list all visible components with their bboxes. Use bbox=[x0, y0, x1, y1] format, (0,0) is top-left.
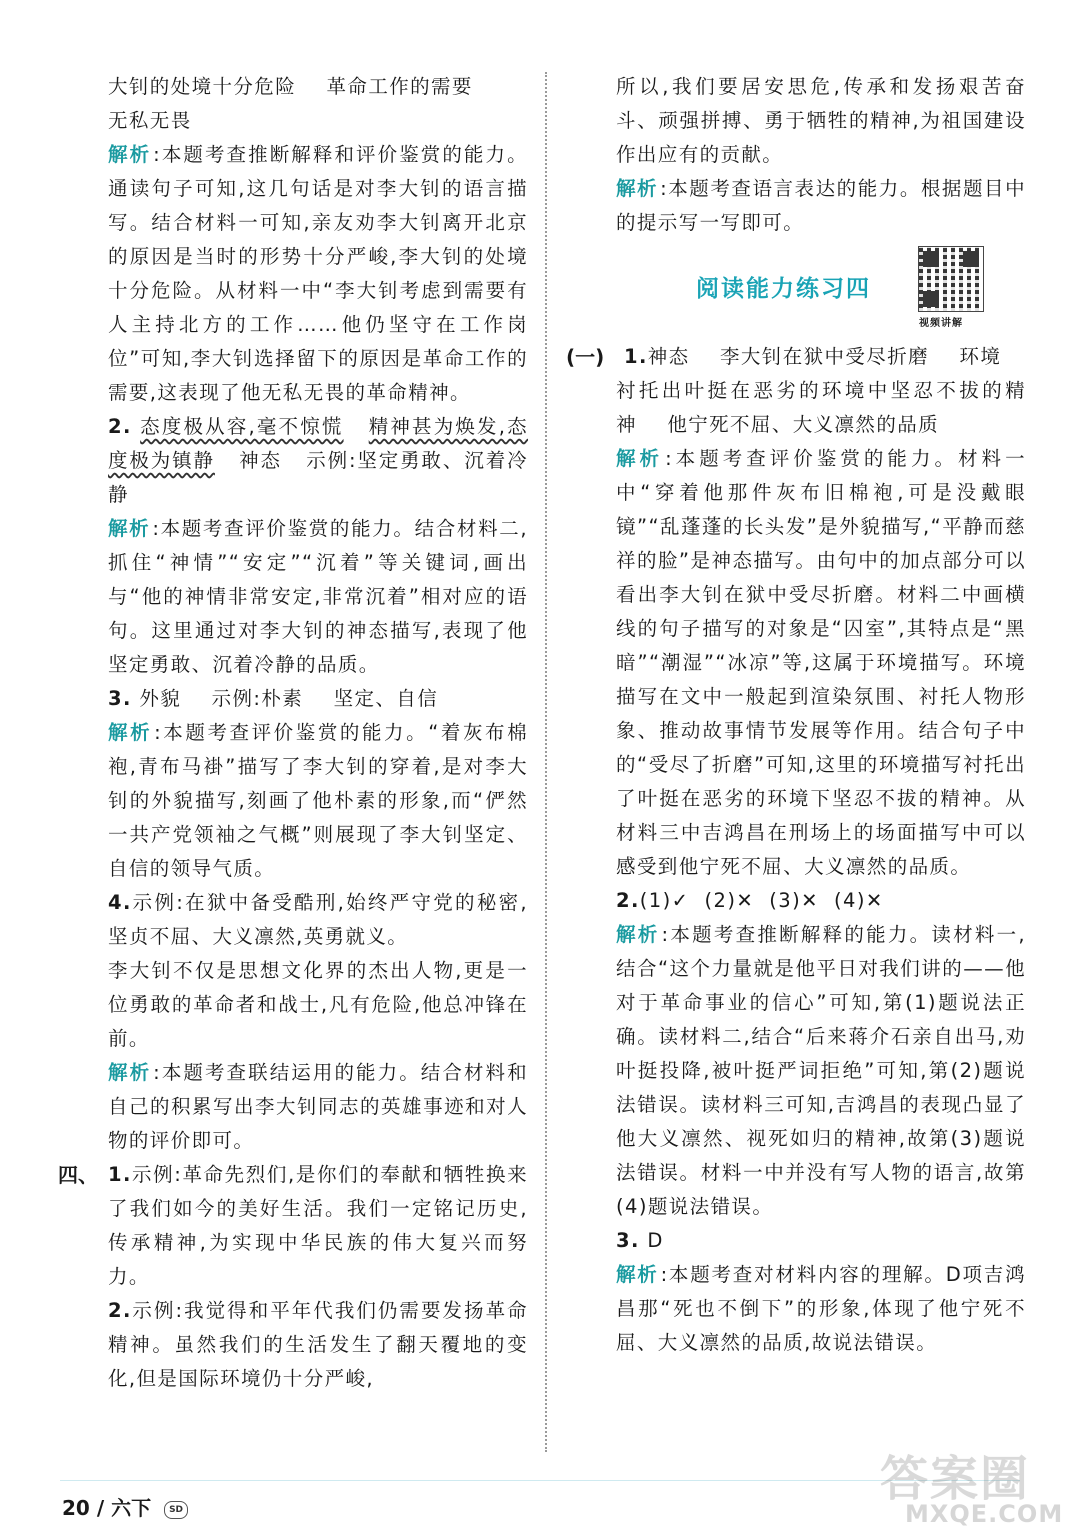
wavy-underlined-phrase: 态度极从容,毫不惊慌 bbox=[140, 415, 344, 438]
grade-label: 六下 bbox=[111, 1496, 152, 1520]
analysis-label: 解析 bbox=[108, 143, 152, 166]
section-header bbox=[566, 240, 1026, 340]
answer-line-2: 无私无畏 bbox=[108, 109, 192, 132]
watermark-logo: 答案圈 bbox=[880, 1451, 1031, 1507]
part-1-q1-cont: 衬托出叶挺在恶劣的环境中坚忍不拔的精神 他宁死不屈、大义凛然的品质 bbox=[616, 379, 1026, 436]
continued-answer: 所以,我们要居安思危,传承和发扬艰苦奋斗、顽强拼搏、勇于牺牲的精神,为祖国建设作出应有的贡献。 bbox=[616, 75, 1026, 166]
analysis-4: 解析 :本题考查联结运用的能力。结合材料和自己的积累写出李大钊同志的英雄事迹和对人物的评价即可。 bbox=[108, 1061, 528, 1152]
analysis-label: 解析 bbox=[108, 1061, 152, 1084]
analysis-2: 解析 :本题考查评价鉴赏的能力。结合材料二,抓住“神情”“安定”“沉着”等关键词,画出与“他的神情非常安定,非常沉着”相对应的语句。这里通过对李大钊的神态描写,表现了他坚定勇敢、沉着冷静的品质。 bbox=[108, 517, 528, 676]
right-column bbox=[566, 70, 1026, 1360]
analysis-label: 解析 bbox=[616, 177, 659, 200]
analysis-1: 解析 :本题考查推断解释和评价鉴赏的能力。通读句子可知,这几句话是对李大钊的语言描写。结合材料一可知,亲友劝李大钊离开北京的原因是当时的形势十分严峻,李大钊的处境十分危险。从材料一中“李大钊考虑到需要有人主持北方的工作……他仍坚守在工作岗位”可知,李大钊选择留下的原因是革命工作的需要,这表现了他无私无畏的革命精神。 bbox=[108, 143, 528, 404]
question-2-answer: 2. 态度极从容,毫不惊慌 精神甚为焕发,态度极为镇静 神态 示例:坚定勇敢、沉着冷静 bbox=[108, 415, 529, 506]
section-title: 阅读能力练习四 bbox=[696, 276, 871, 302]
part-1-label: (一) bbox=[566, 345, 605, 369]
answer-line-1: 大钊的处境十分危险 革命工作的需要 bbox=[108, 75, 473, 98]
wavy-underlined-phrase: 精神甚为焕发,态度极为镇静 bbox=[108, 415, 529, 472]
question-r2-answer: 2.(1)✓ (2)✕ (3)✕ (4)✕ bbox=[616, 889, 884, 912]
footer-line bbox=[60, 1480, 1020, 1481]
section-4-q2: 2.示例:我觉得和平年代我们仍需要发扬革命精神。虽然我们的生活发生了翻天覆地的变化,但是国际环境仍十分严峻, bbox=[108, 1299, 528, 1390]
analysis-label: 解析 bbox=[108, 517, 151, 540]
analysis-r2: 解析 :本题考查推断解释的能力。读材料一,结合“这个力量就是他平日对我们讲的——他对于革命事业的信心”可知,第(1)题说法正确。读材料二,结合“后来蒋介石亲自出马,劝叶挺投降,被叶挺严词拒绝”可知,第(2)题说法错误。读材料三可知,吉鸿昌的表现凸显了他大义凛然、视死如归的精神,故第(3)题说法错误。材料一中并没有写人物的语言,故第(4)题说法错误。 bbox=[616, 923, 1026, 1218]
analysis-3: 解析 :本题考查评价鉴赏的能力。“着灰布棉袍,青布马褂”描写了李大钊的穿着,是对李大钊的外貌描写,刻画了他朴素的形象,而“俨然一共产党领袖之气概”则展现了李大钊坚定、自信的领导气质。 bbox=[108, 721, 528, 880]
analysis-label: 解析 bbox=[616, 447, 664, 470]
analysis-r1: 解析 :本题考查评价鉴赏的能力。材料一中“穿着他那件灰布旧棉袍,可是没戴眼镜”“乱蓬蓬的长头发”是外貌描写,“平静而慈祥的脸”是神态描写。由句中的加点部分可以看出李大钊在狱中受尽折磨。材料二中画横线的句子描写的对象是“囚室”,其特点是“黑暗”“潮湿”“冰凉”等,这属于环境描写。环境描写在文中一般起到渲染氛围、衬托人物形象、推动故事情节发展等作用。结合句子中的“受尽了折磨”可知,这里的环境描写衬托出了叶挺在恶劣的环境下坚忍不拔的精神。从材料三中吉鸿昌在刑场上的场面描写中可以感受到他宁死不屈、大义凛然的品质。 bbox=[616, 447, 1026, 878]
analysis-label: 解析 bbox=[616, 923, 660, 946]
column-divider bbox=[545, 72, 547, 1452]
page-number: 20 bbox=[62, 1496, 90, 1520]
watermark-url: MXQE.COM bbox=[905, 1500, 1064, 1528]
qr-label: 视频讲解 bbox=[919, 318, 963, 329]
page-footer: 20 / 六下 SD bbox=[62, 1492, 188, 1521]
question-3-answer: 3. 外貌 示例:朴素 坚定、自信 bbox=[108, 687, 439, 710]
question-r3-answer: 3. D bbox=[616, 1229, 664, 1252]
part-1-q1: (一) 1.神态 李大钊在狱中受尽折磨 环境 bbox=[566, 340, 1026, 374]
qr-code-icon[interactable] bbox=[918, 246, 984, 312]
analysis-0: 解析 :本题考查语言表达的能力。根据题目中的提示写一写即可。 bbox=[616, 177, 1026, 234]
analysis-label: 解析 bbox=[108, 721, 153, 744]
question-4-answer: 4.示例:在狱中备受酷刑,始终严守党的秘密,坚贞不屈、大义凛然,英勇就义。 bbox=[108, 891, 528, 948]
analysis-r3: 解析 :本题考查对材料内容的理解。D项吉鸿昌那“死也不倒下”的形象,体现了他宁死不屈、大义凛然的品质,故说法错误。 bbox=[616, 1263, 1026, 1354]
analysis-label: 解析 bbox=[616, 1263, 659, 1286]
publisher-badge-icon: SD bbox=[164, 1501, 188, 1519]
section-4-q1: 四、 1.示例:革命先烈们,是你们的奉献和牺牲换来了我们如今的美好生活。我们一定铭记历史,传承精神,为实现中华民族的伟大复兴而努力。 bbox=[58, 1158, 528, 1294]
section-4-label: 四、 bbox=[58, 1163, 98, 1187]
left-column bbox=[58, 70, 528, 1396]
question-4-answer-cont: 李大钊不仅是思想文化界的杰出人物,更是一位勇敢的革命者和战士,凡有危险,他总冲锋在前。 bbox=[108, 959, 528, 1050]
